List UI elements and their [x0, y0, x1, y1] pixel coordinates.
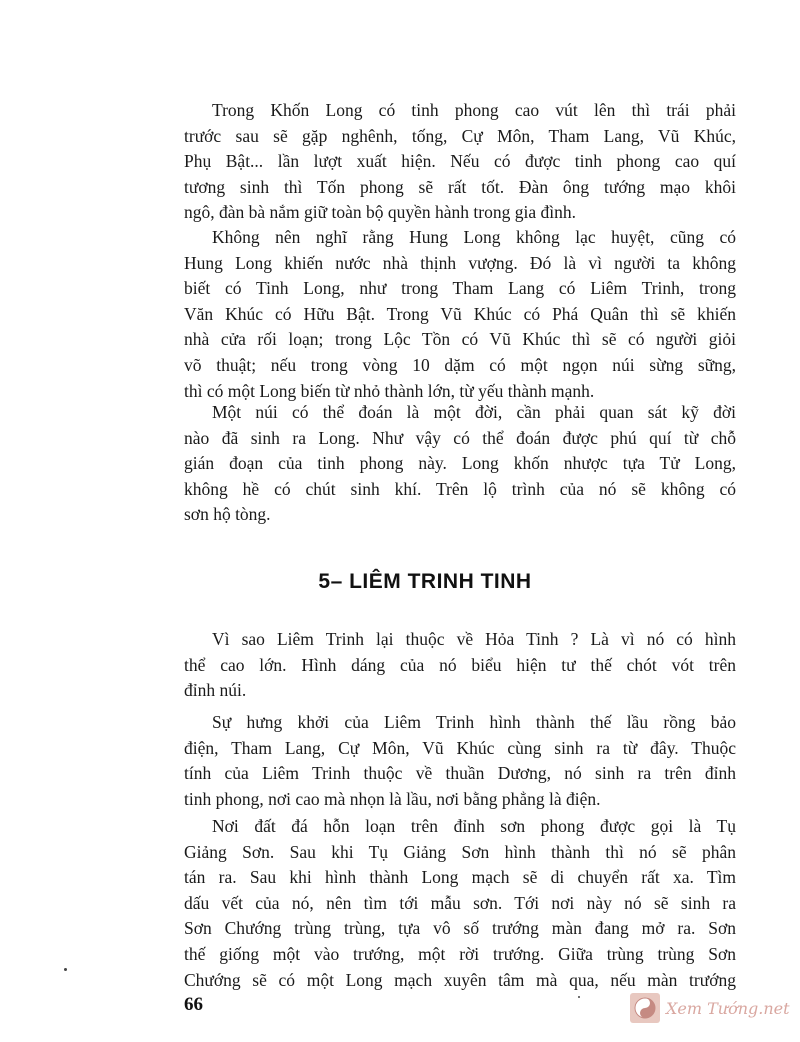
text-line: không hề có chút sinh khí. Trên lộ trình của nó sẽ không có [184, 478, 736, 499]
text-line: Không nên nghĩ rằng Hung Long không lạc huyệt, cũng có [212, 227, 736, 247]
paragraph-4 [184, 627, 736, 704]
text-line: tương sinh thì Tốn phong sẽ rất tốt. Đàn ông tướng mạo khôi [184, 176, 736, 197]
text-line: ngô, đàn bà nắm giữ toàn bộ quyền hành trong gia đình. [184, 202, 576, 223]
text-line: Nơi đất đá hỗn loạn trên đỉnh sơn phong được gọi là Tụ [212, 816, 736, 836]
text-line: Phụ Bật... lần lượt xuất hiện. Nếu có được tinh phong cao quí [184, 151, 736, 172]
section-heading: 5– LIÊM TRINH TINH [318, 570, 532, 593]
paragraph-5 [184, 710, 736, 812]
scan-speck [64, 968, 67, 971]
text-line: trước sau sẽ gặp nghênh, tống, Cự Môn, Tham Lang, Vũ Khúc, [184, 125, 736, 146]
text-line: Văn Khúc có Hữu Bật. Trong Vũ Khúc có Phá Quân thì sẽ khiến [184, 303, 736, 324]
page-number: 66 [184, 994, 203, 1015]
text-line: Hung Long khiến nước nhà thịnh vượng. Đó là vì người ta không [184, 252, 736, 273]
text-line: sơn hộ tòng. [184, 504, 271, 525]
text-line: thể cao lớn. Hình dáng của nó biểu hiện tư thế chót vót trên [184, 654, 736, 675]
paragraph-2 [184, 225, 736, 404]
text-line: Giảng Sơn. Sau khi Tụ Giảng Sơn hình thành thì nó sẽ phân [184, 841, 736, 862]
text-line: nào đã sinh ra Long. Như vậy có thể đoán được phú quí từ chỗ [184, 427, 736, 448]
text-line: nhà cửa rối loạn; trong Lộc Tồn có Vũ Khúc thì sẽ có người giỏi [184, 329, 736, 350]
yin-yang-icon [630, 993, 660, 1023]
text-line: thế giống một vào trướng, một rời trướng. Giữa trùng trùng Sơn [184, 943, 736, 964]
scan-speck [578, 996, 580, 998]
text-line: Sự hưng khởi của Liêm Trinh hình thành thế lầu rồng bảo [212, 712, 736, 732]
text-line: thì có một Long biến từ nhỏ thành lớn, từ yếu thành mạnh. [184, 380, 595, 401]
text-line: Trong Khốn Long có tinh phong cao vút lên thì trái phải [212, 100, 736, 120]
watermark [630, 990, 795, 1026]
paragraph-6 [184, 814, 736, 993]
text-line: gián đoạn của tinh phong này. Long khốn nhược tựa Tử Long, [184, 453, 736, 474]
text-line: Vì sao Liêm Trinh lại thuộc về Hỏa Tinh ? Là vì nó có hình [212, 629, 736, 649]
paragraph-1 [184, 98, 736, 226]
text-line: đỉnh núi. [184, 680, 247, 701]
text-line: tính của Liêm Trinh thuộc về thuần Dương, nó sinh ra trên đỉnh [184, 763, 736, 784]
text-line: võ thuật; nếu trong vòng 10 dặm có một ngọn núi sừng sững, [184, 354, 736, 375]
text-line: điện, Tham Lang, Cự Môn, Vũ Khúc cùng sinh ra từ đây. Thuộc [184, 737, 736, 758]
text-line: tinh phong, nơi cao mà nhọn là lầu, nơi bằng phẳng là điện. [184, 788, 601, 809]
paragraph-3 [184, 400, 736, 528]
text-line: Sơn Chướng trùng trùng, tựa vô số trướng màn đang mở ra. Sơn [184, 918, 736, 939]
watermark-text: Xem Tướng.net [666, 998, 790, 1018]
text-line: Một núi có thể đoán là một đời, cần phải quan sát kỹ đời [212, 402, 736, 422]
text-line: dấu vết của nó, nên tìm tới mẫu sơn. Tới nơi này nó sẽ sinh ra [184, 892, 736, 913]
text-line: biết có Tinh Long, như trong Tham Lang có Liêm Trinh, trong [184, 278, 736, 299]
text-line: Chướng sẽ có một Long mạch xuyên tâm mà qua, nếu màn trướng [184, 969, 736, 990]
text-line: tán ra. Sau khi hình thành Long mạch sẽ di chuyển rất xa. Tìm [184, 867, 736, 888]
